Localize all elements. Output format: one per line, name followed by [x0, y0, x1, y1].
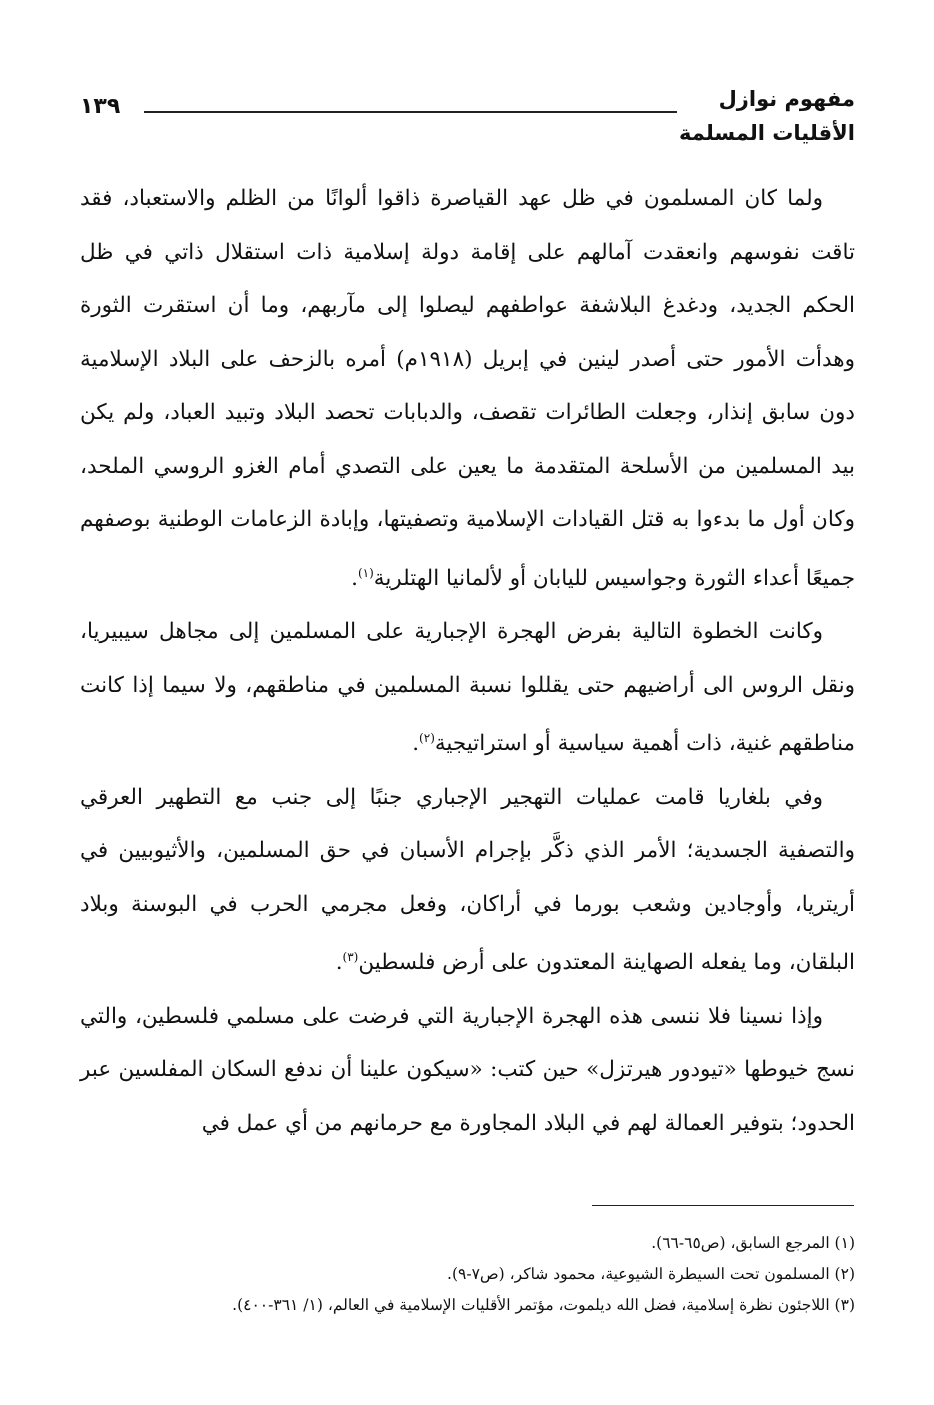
page-header	[80, 82, 855, 152]
running-title-line-2: الأقليات المسلمة	[679, 121, 855, 145]
paragraph-1: ولما كان المسلمون في ظل عهد القياصرة ذاقوا ألوانًا من الظلم والاستعباد، فقد تاقت نفوسهم وانعقدت آمالهم على إقامة دولة إسلامية ذات استقلال ذاتي في ظل الحكم الجديد، ودغدغ البلاشفة عواطفهم ليصلوا إلى مآربهم، وما أن استقرت الثورة وهدأت الأمور حتى أصدر لينين في إبريل (١٩١٨م) أمره بالزحف على البلاد الإسلامية دون سابق إنذار، وجعلت الطائرات تقصف، والدبابات تحصد البلاد وتبيد العباد، ولم يكن بيد المسلمين من الأسلحة المتقدمة ما يعين على التصدي أمام الغزو الروسي الملحد، وكان أول ما بدءوا به قتل القيادات الإسلامية وتصفيتها، وإبادة الزعامات الوطنية بوصفهم جميعًا أعداء الثورة وجواسيس لليابان أو لألمانيا الهتلرية$^{(١)}$.	[80, 186, 856, 591]
paragraph-3: وفي بلغاريا قامت عمليات التهجير الإجباري جنبًا إلى جنب مع التطهير العرقي والتصفية الجسدية؛ الأمر الذي ذكَّر بإجرام الأسبان في حق المسلمين، والأثيوبيين في أريتريا، وأوجادين وشعب بورما في أراكان، وفعل مجرمي الحرب في البوسنة وبلاد البلقان، وما يفعله الصهاينة المعتدون على أرض فلسطين$^{(٣)}$.	[80, 784, 855, 976]
footnote-3: (٣) اللاجئون نظرة إسلامية، فضل الله ديلموت، مؤتمر الأقليات الإسلامية في العالم، (١/ ٣٦١-٤٠٠).	[232, 1296, 855, 1314]
footnote-ref-3[interactable]: (٣)	[342, 950, 359, 965]
paragraph-4	[80, 990, 855, 1151]
running-title	[679, 82, 855, 150]
paragraph-2-text: وكانت الخطوة التالية بفرض الهجرة الإجبارية على المسلمين إلى مجاهل سيبيريا، ونقل الروس الى أراضيهم حتى يقللوا نسبة المسلمين في مناطقهم، ولا سيما إذا كانت مناطقهم غنية، ذات أهمية سياسية أو استراتيجية	[80, 619, 855, 757]
footnote-1: (١) المرجع السابق، (ص٦٥-٦٦).	[651, 1234, 855, 1252]
footnote-ref-1[interactable]: (١)	[357, 565, 374, 580]
page-number: ١٣٩	[80, 94, 121, 119]
header-rule	[144, 111, 677, 113]
footnotes	[80, 1228, 855, 1321]
paragraph-3-text: وفي بلغاريا قامت عمليات التهجير الإجباري جنبًا إلى جنب مع التطهير العرقي والتصفية الجسدية؛ الأمر الذي ذكَّر بإجرام الأسبان في حق المسلمين، والأثيوبيين في أريتريا، وأوجادين وشعب بورما في أراكان، وفعل مجرمي الحرب في البوسنة وبلاد البلقان، وما يفعله الصهاينة المعتدون على أرض فلسطين	[80, 784, 855, 976]
footnotes-separator	[592, 1205, 854, 1206]
footnote-2: (٢) المسلمون تحت السيطرة الشيوعية، محمود شاكر، (ص٧-٩).	[447, 1265, 855, 1283]
paragraph-2: وكانت الخطوة التالية بفرض الهجرة الإجبارية على المسلمين إلى مجاهل سيبيريا، ونقل الروس الى أراضيهم حتى يقللوا نسبة المسلمين في مناطقهم، ولا سيما إذا كانت مناطقهم غنية، ذات أهمية سياسية أو استراتيجية$^{(٢)}$.	[80, 619, 855, 757]
running-title-line-1: مفهوم نوازل	[718, 87, 855, 111]
paragraph-1-text: ولما كان المسلمون في ظل عهد القياصرة ذاقوا ألوانًا من الظلم والاستعباد، فقد تاقت نفوسهم وانعقدت آمالهم على إقامة دولة إسلامية ذات استقلال ذاتي في ظل الحكم الجديد، ودغدغ البلاشفة عواطفهم ليصلوا إلى مآربهم، وما أن استقرت الثورة وهدأت الأمور حتى أصدر لينين في إبريل (١٩١٨م) أمره بالزحف على البلاد الإسلامية دون سابق إنذار، وجعلت الطائرات تقصف، والدبابات تحصد البلاد وتبيد العباد، ولم يكن بيد المسلمين من الأسلحة المتقدمة ما يعين على التصدي أمام الغزو الروسي الملحد، وكان أول ما بدءوا به قتل القيادات الإسلامية وتصفيتها، وإبادة الزعامات الوطنية بوصفهم جميعًا أعداء الثورة وجواسيس لليابان أو لألمانيا الهتلرية	[80, 186, 856, 591]
paragraph-4-text: وإذا نسينا فلا ننسى هذه الهجرة الإجبارية التي فرضت على مسلمي فلسطين، والتي نسج خيوطها «تيودور هيرتزل» حين كتب: «سيكون علينا أن ندفع السكان المفلسين عبر الحدود؛ بتوفير العمالة لهم في البلاد المجاورة مع حرمانهم من أي عمل في	[80, 1003, 855, 1136]
main-text	[80, 172, 855, 1150]
footnote-ref-2[interactable]: (٢)	[419, 731, 435, 746]
